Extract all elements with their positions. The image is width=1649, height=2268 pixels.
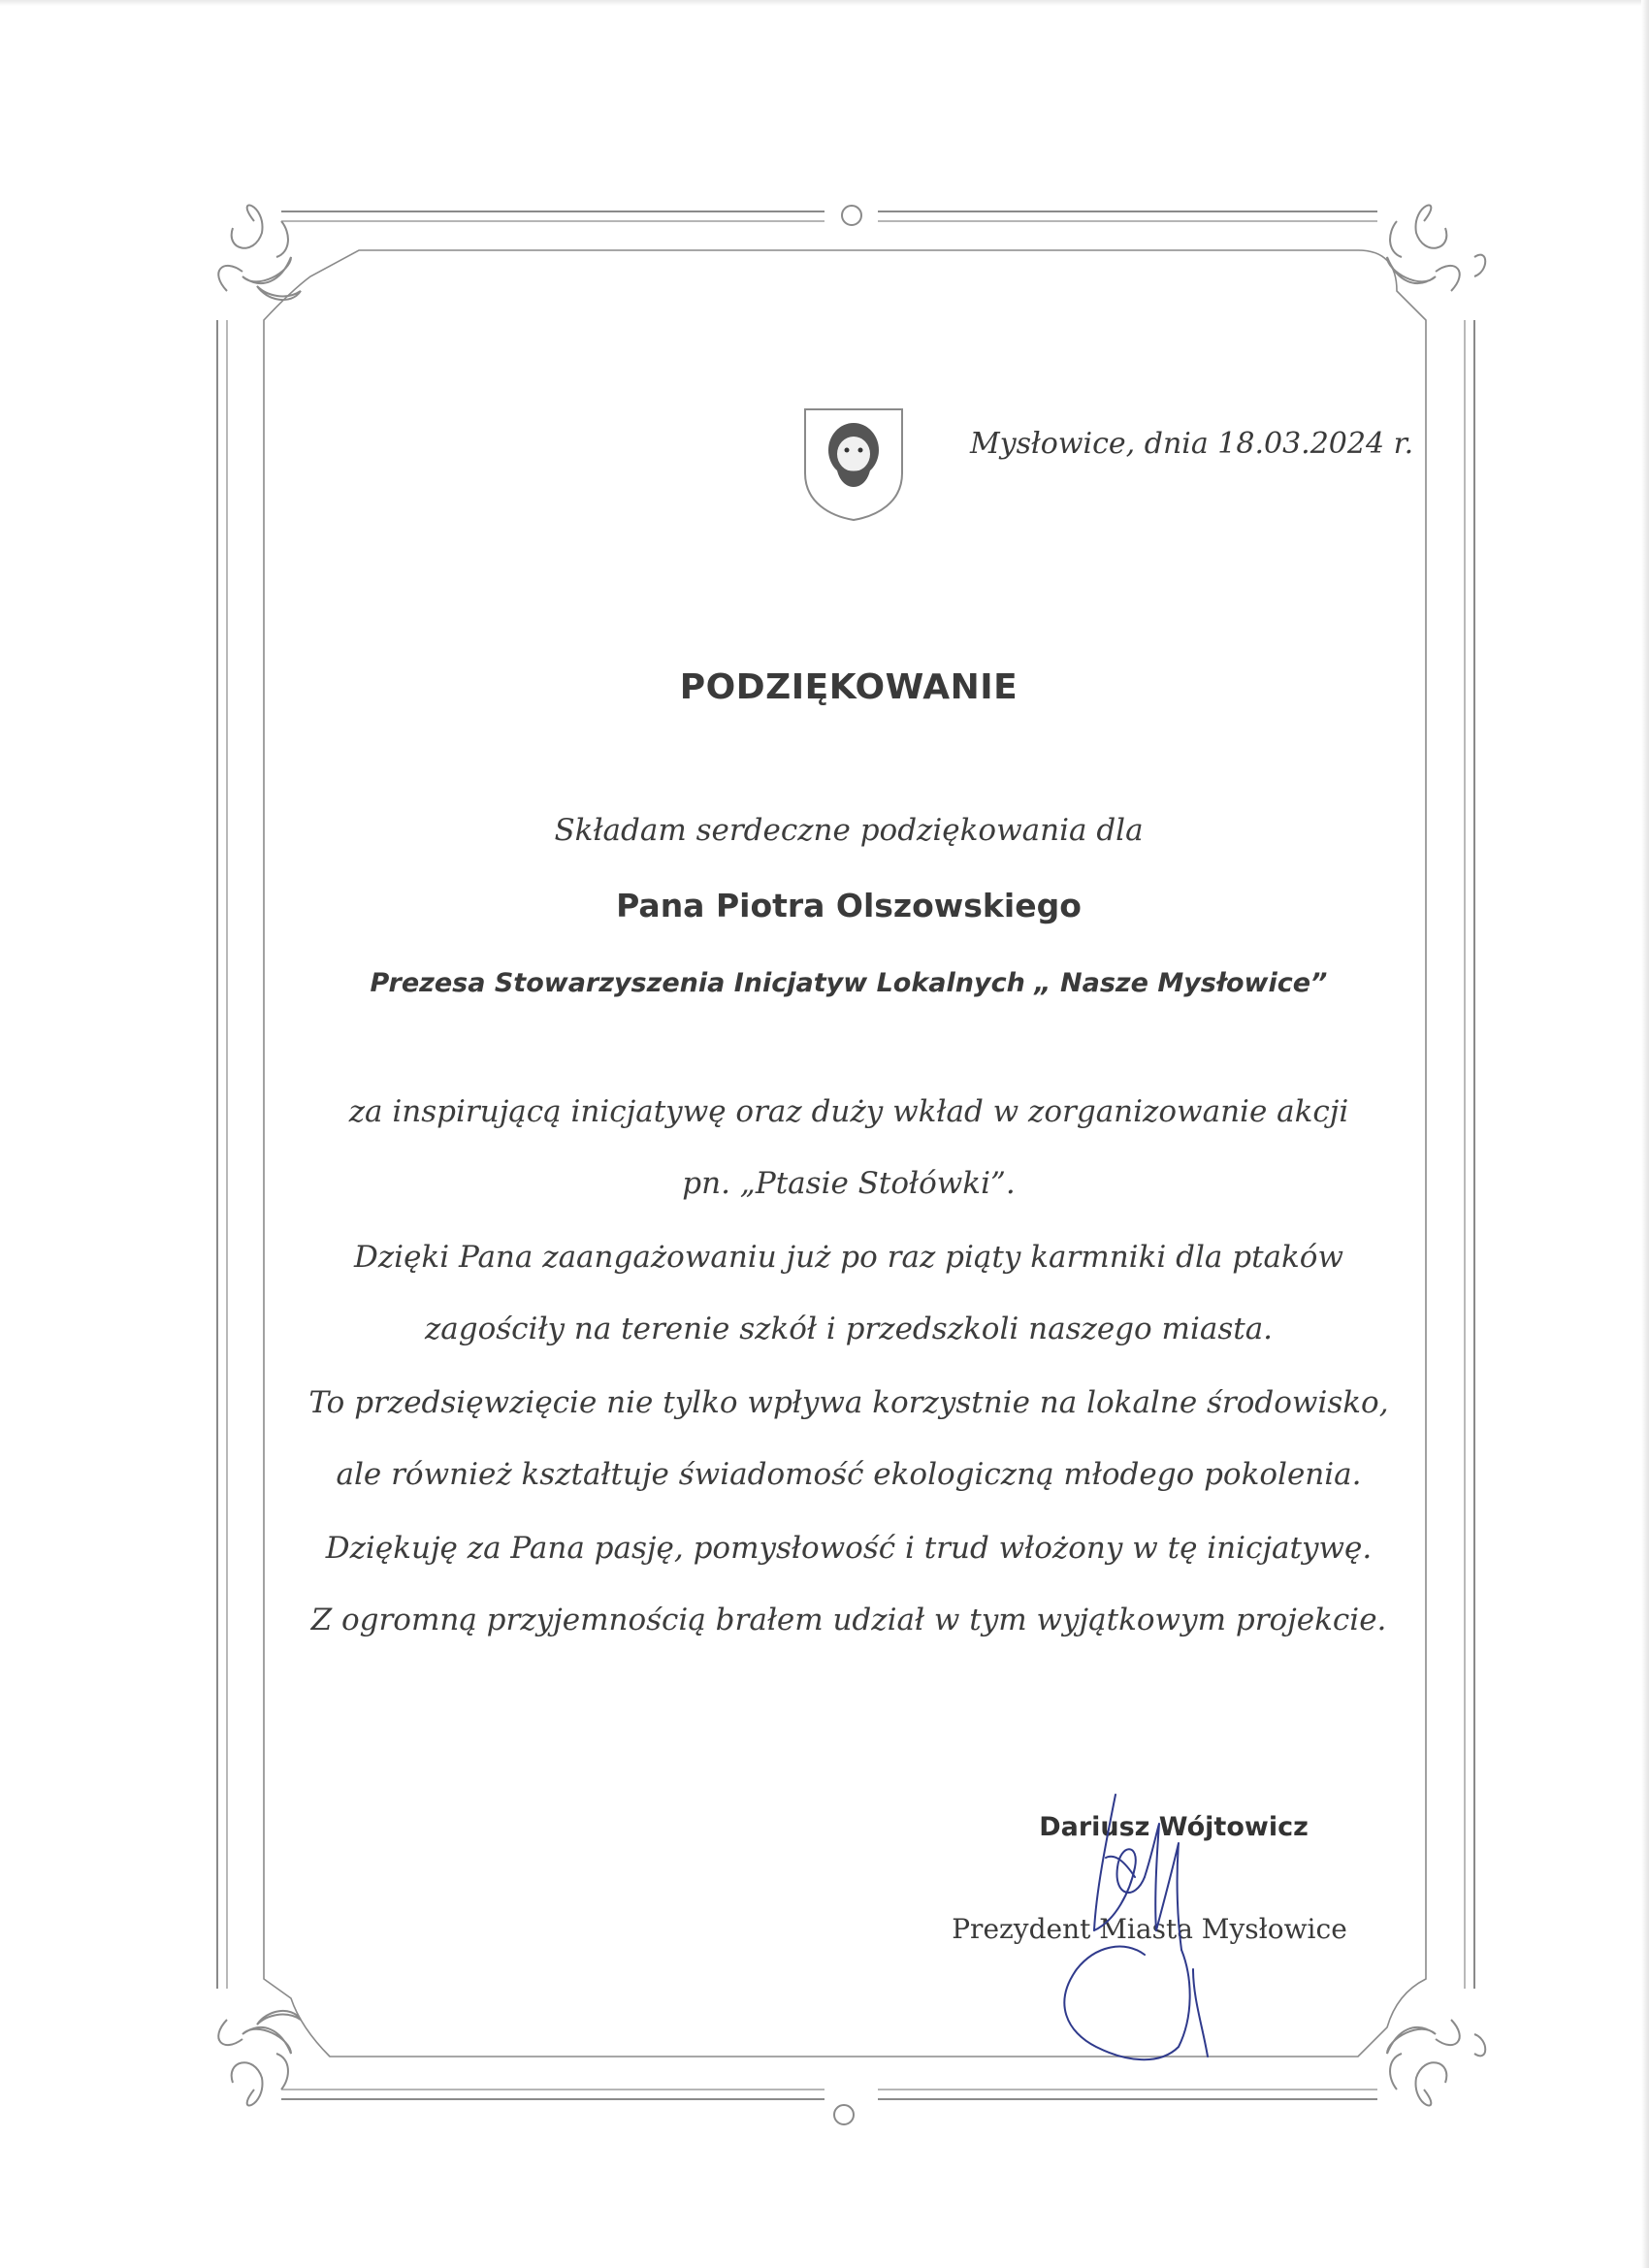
date-line: Mysłowice, dnia 18.03.2024 r. — [970, 427, 1414, 461]
corner-ornament-top-left — [218, 205, 301, 300]
signatory-title: Prezydent Miasta Mysłowice — [952, 1913, 1347, 1945]
body-line: Z ogromną przyjemnością brałem udział w tym wyjątkowym projekcie. — [310, 1603, 1387, 1637]
coat-of-arms-icon — [801, 405, 906, 522]
body-line: za inspirującą inicjatywę oraz duży wkład w zorganizowanie akcji — [348, 1094, 1349, 1129]
corner-ornament-bottom-right — [1387, 2020, 1485, 2106]
body-line: ale również kształtuje świadomość ekologiczną młodego pokolenia. — [336, 1457, 1362, 1492]
corner-ornament-bottom-left — [218, 2011, 301, 2106]
body-line: pn. „Ptasie Stołówki”. — [682, 1166, 1016, 1201]
intro-line: Składam serdeczne podziękowania dla — [554, 813, 1144, 848]
handwritten-signature — [1048, 1785, 1242, 2066]
body-line: To przedsięwzięcie nie tylko wpływa korzystnie na lokalne środowisko, — [308, 1385, 1389, 1420]
recipient-name: Pana Piotra Olszowskiego — [616, 887, 1082, 924]
corner-ornament-top-right — [1387, 205, 1485, 291]
document-title: PODZIĘKOWANIE — [679, 667, 1018, 707]
body-line: Dziękuję za Pana pasję, pomysłowość i trud włożony w tę inicjatywę. — [325, 1531, 1373, 1566]
recipient-role: Prezesa Stowarzyszenia Inicjatyw Lokalnych „ Nasze Mysłowice” — [370, 968, 1328, 998]
body-line: Dzięki Pana zaangażowaniu już po raz piąty karmniki dla ptaków — [353, 1240, 1343, 1275]
body-line: zagościły na terenie szkół i przedszkoli naszego miasta. — [424, 1312, 1274, 1346]
signatory-name: Dariusz Wójtowicz — [1039, 1812, 1309, 1842]
